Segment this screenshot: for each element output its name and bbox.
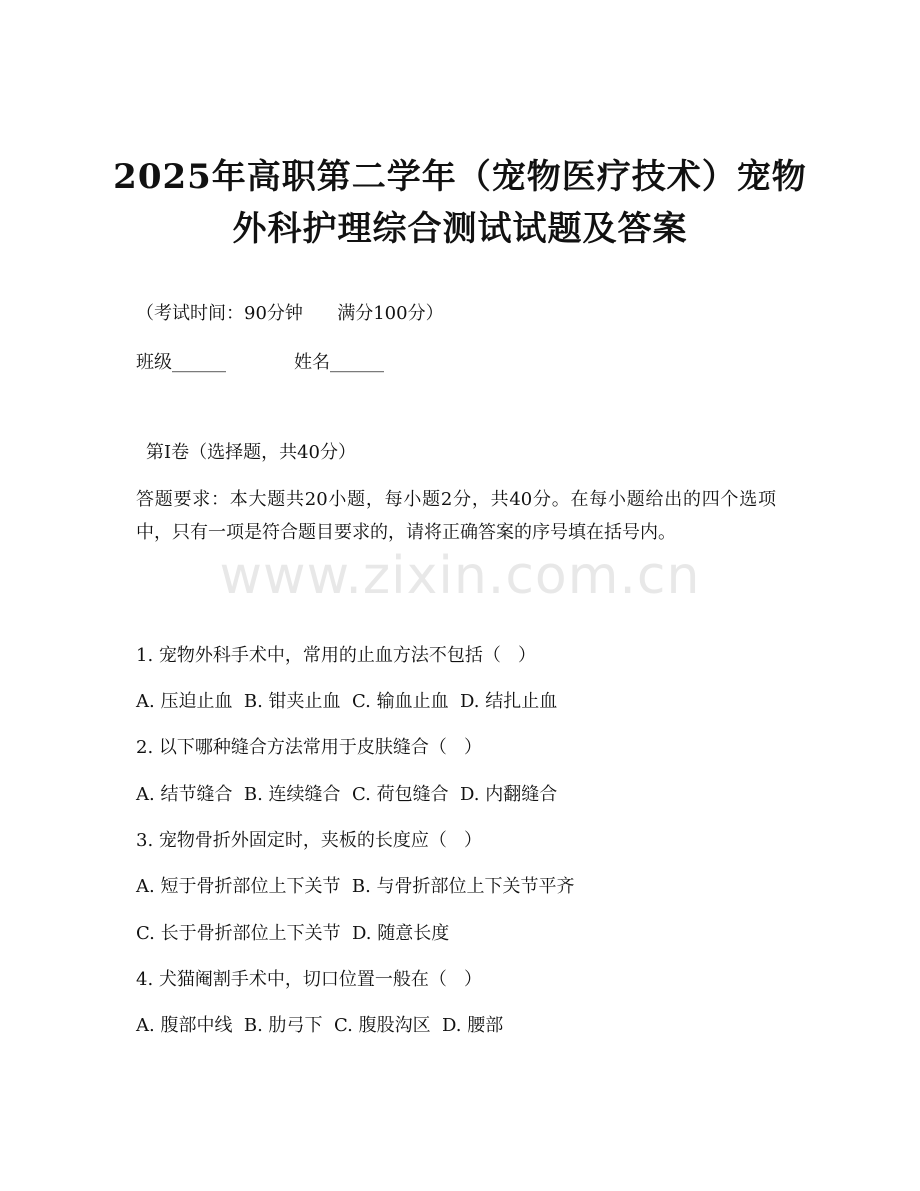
question-options: A. 短于骨折部位上下关节 B. 与骨折部位上下关节平齐 <box>136 876 575 897</box>
watermark: www.zixin.com.cn <box>219 546 701 606</box>
question-stem: 1. 宠物外科手术中，常用的止血方法不包括（ ） <box>136 645 537 666</box>
question-options: A. 压迫止血 B. 钳夹止血 C. 输血止血 D. 结扎止血 <box>136 691 558 712</box>
instructions-paragraph: 答题要求：本大题共20小题，每小题2分，共40分。在每小题给出的四个选项中，只有一项是符合题目要求的，请将正确答案的序号填在括号内。 <box>136 489 776 543</box>
question-options: A. 结节缝合 B. 连续缝合 C. 荷包缝合 D. 内翻缝合 <box>136 784 558 805</box>
class-field: 班级______ <box>136 352 226 373</box>
question-options: C. 长于骨折部位上下关节 D. 随意长度 <box>136 923 450 944</box>
question-stem: 4. 犬猫阉割手术中，切口位置一般在（ ） <box>136 969 483 990</box>
name-field: 姓名______ <box>294 352 384 373</box>
document-title-line-1: 2025年高职第二学年（宠物医疗技术）宠物 <box>113 157 807 197</box>
question-options: A. 腹部中线 B. 肋弓下 C. 腹股沟区 D. 腰部 <box>136 1015 504 1036</box>
question-stem: 2. 以下哪种缝合方法常用于皮肤缝合（ ） <box>136 737 483 758</box>
document-title-line-2: 外科护理综合测试试题及答案 <box>232 209 688 249</box>
section-heading: 第I卷（选择题，共40分） <box>146 442 357 463</box>
exam-info: （考试时间：90分钟 满分100分） <box>136 303 444 324</box>
question-stem: 3. 宠物骨折外固定时，夹板的长度应（ ） <box>136 830 483 851</box>
